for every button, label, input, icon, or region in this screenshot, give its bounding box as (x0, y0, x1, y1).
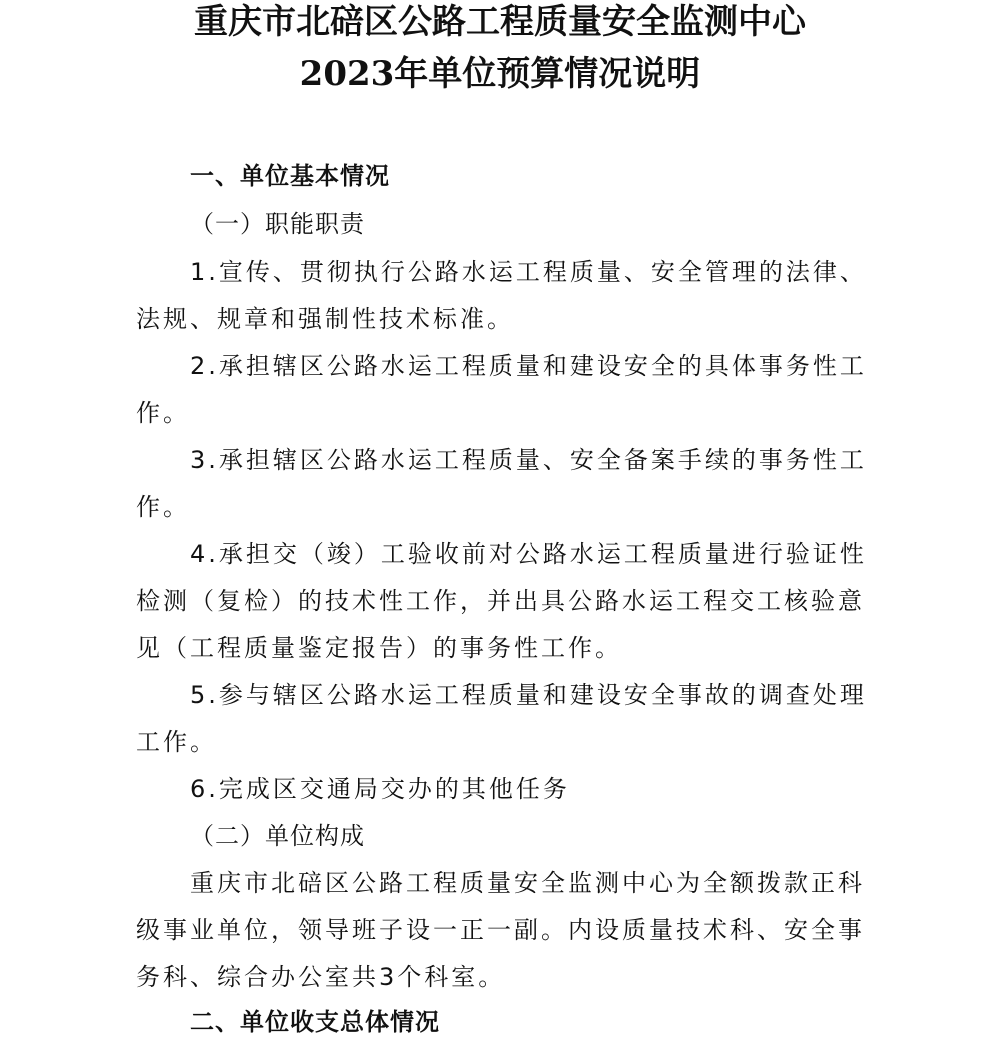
duty-item-2-line-2: 作。 (136, 399, 190, 427)
duty-item-3-line-1: 3.承担辖区公路水运工程质量、安全备案手续的事务性工 (190, 446, 867, 474)
document-title-line-2: 2023年单位预算情况说明 (299, 54, 701, 94)
unit-composition-line-3: 务科、综合办公室共3个科室。 (136, 963, 506, 991)
duty-item-6-line-1: 6.完成区交通局交办的其他任务 (190, 775, 570, 803)
duty-item-1-line-1: 1.宣传、贯彻执行公路水运工程质量、安全管理的法律、 (190, 258, 867, 286)
duty-item-1-line-2: 法规、规章和强制性技术标准。 (136, 305, 514, 333)
duty-item-4-line-1: 4.承担交（竣）工验收前对公路水运工程质量进行验证性 (190, 540, 867, 568)
section-1-heading: 一、单位基本情况 (190, 162, 390, 190)
unit-composition-line-1: 重庆市北碚区公路工程质量安全监测中心为全额拨款正科 (190, 869, 865, 897)
duty-item-4-line-2: 检测（复检）的技术性工作，并出具公路水运工程交工核验意 (136, 587, 865, 615)
duty-item-5-line-1: 5.参与辖区公路水运工程质量和建设安全事故的调查处理 (190, 681, 867, 709)
duty-item-5-line-2: 工作。 (136, 728, 217, 756)
subsection-2-heading: （二）单位构成 (190, 822, 365, 850)
subsection-1-heading: （一）职能职责 (190, 210, 365, 238)
unit-composition-line-2: 级事业单位，领导班子设一正一副。内设质量技术科、安全事 (136, 916, 865, 944)
document-title-line-1: 重庆市北碚区公路工程质量安全监测中心 (194, 2, 806, 42)
duty-item-3-line-2: 作。 (136, 493, 190, 521)
duty-item-2-line-1: 2.承担辖区公路水运工程质量和建设安全的具体事务性工 (190, 352, 867, 380)
duty-item-4-line-3: 见（工程质量鉴定报告）的事务性工作。 (136, 634, 622, 662)
section-2-heading: 二、单位收支总体情况 (190, 1008, 440, 1036)
